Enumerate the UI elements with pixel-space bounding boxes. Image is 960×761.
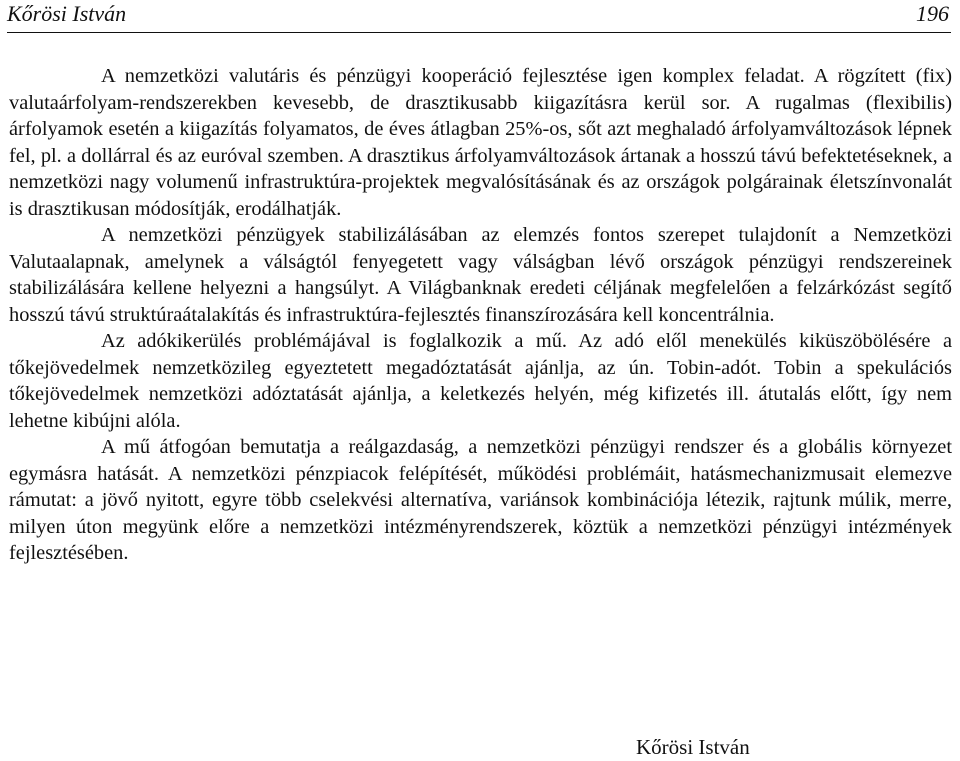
paragraph: Az adókikerülés problémájával is foglalkozik a mű. Az adó elől menekülés kiküszöbölésére a tőkejövedelmek nemzetközileg egyeztetett megadóztatását ajánlja, az ún. Tobin-adót. Tobin a spekulációs tőkejövedelmek nemzetközi adóztatását ajánlja, a keletkezés helyén, még kifizetés ill. átutalás előtt, így nem lehetne kibújni alóla. — [9, 330, 952, 432]
paragraph: A nemzetközi pénzügyek stabilizálásában az elemzés fontos szerepet tulajdonít a Nemzetközi Valutaalapnak, amelynek a válságtól fenyegetett vagy válságban lévő országok pénzügyi rendszereinek stabilizálására kellene helyezni a hangsúlyt. A Világbanknak eredeti céljának megfelelően a felzárkózást segítő hosszú távú struktúraátalakítás és infrastruktúra-fejlesztés finanszírozására kell koncentrálnia. — [9, 224, 952, 326]
page-number: 196 — [916, 1, 949, 26]
header-author: Kőrösi István — [7, 1, 127, 26]
body-text — [9, 63, 952, 567]
paragraph: A nemzetközi valutáris és pénzügyi kooperáció fejlesztése igen komplex feladat. A rögzített (fix) valutaárfolyam-rendszerekben kevesebb, de drasztikusabb kiigazításra kerül sor. A rugalmas (flexibilis) árfolyamok esetén a kiigazítás folyamatos, de éves átlagban 25%-os, sőt azt meghaladó árfolyamváltozások lépnek fel, pl. a dollárral és az euróval szemben. A drasztikus árfolyamváltozások ártanak a hosszú távú befektetéseknek, a nemzetközi nagy volumenű infrastruktúra-projektek megvalósításának és az országok polgárainak életszínvonalát is drasztikusan módosítják, erodálhatják. — [9, 65, 952, 220]
running-header — [7, 0, 951, 33]
author-signature: Kőrösi István — [636, 735, 750, 759]
paragraph: A mű átfogóan bemutatja a reálgazdaság, a nemzetközi pénzügyi rendszer és a globális környezet egymásra hatását. A nemzetközi pénzpiacok felépítését, működési problémáit, hatásmechanizmusait elemezve rámutat: a jövő nyitott, egyre több cselekvési alternatíva, variánsok kombinációja létezik, rajtunk múlik, merre, milyen úton megyünk előre a nemzetközi intézményrendszerek, köztük a nemzetközi pénzügyi intézmények fejlesztésében. — [9, 436, 952, 564]
